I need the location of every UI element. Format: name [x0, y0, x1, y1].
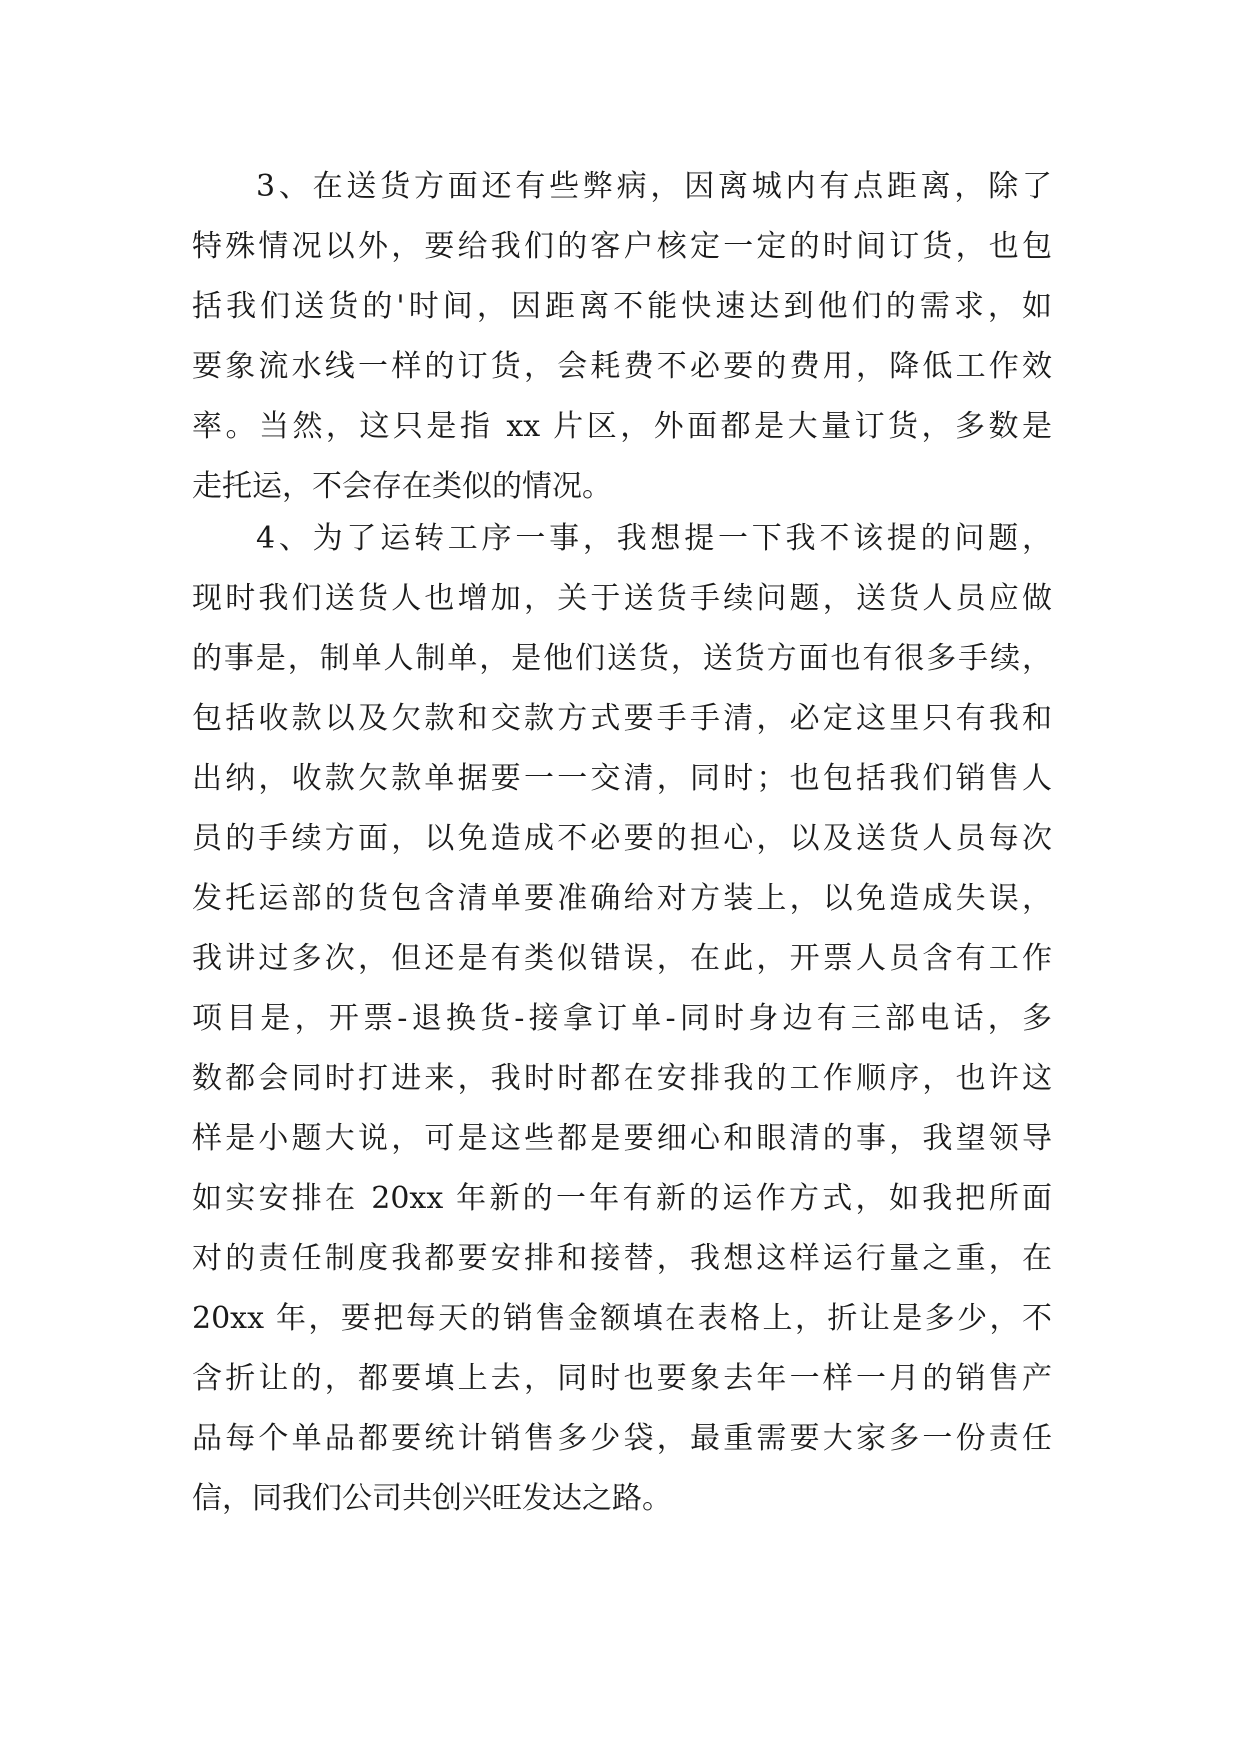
paragraph-line: 如实安排在 20xx 年新的一年有新的运作方式，如我把所面 — [192, 1181, 1052, 1216]
paragraph-line: 走托运，不会存在类似的情况。 — [192, 469, 612, 504]
paragraph-line: 的事是，制单人制单，是他们送货，送货方面也有很多手续， — [192, 641, 1052, 676]
paragraph-line: 信，同我们公司共创兴旺发达之路。 — [192, 1481, 672, 1516]
paragraph-line: 员的手续方面，以免造成不必要的担心，以及送货人员每次 — [192, 821, 1052, 856]
paragraph-line: 现时我们送货人也增加，关于送货手续问题，送货人员应做 — [192, 581, 1052, 616]
paragraph-line: 括我们送货的'时间，因距离不能快速达到他们的需求，如 — [192, 289, 1052, 324]
paragraph-line: 项目是，开票-退换货-接拿订单-同时身边有三部电话，多 — [192, 1001, 1052, 1036]
paragraph-line: 率。当然，这只是指 xx 片区，外面都是大量订货，多数是 — [192, 409, 1052, 444]
paragraph-line: 品每个单品都要统计销售多少袋，最重需要大家多一份责任 — [192, 1421, 1052, 1456]
paragraph-line: 对的责任制度我都要安排和接替，我想这样运行量之重，在 — [192, 1241, 1052, 1276]
paragraph-line: 出纳，收款欠款单据要一一交清，同时；也包括我们销售人 — [192, 761, 1052, 796]
paragraph-line: 4、为了运转工序一事，我想提一下我不该提的问题， — [256, 521, 1052, 556]
paragraph-4-workflow-issues — [192, 509, 1052, 1529]
paragraph-line: 20xx 年，要把每天的销售金额填在表格上，折让是多少，不 — [192, 1301, 1052, 1336]
paragraph-line: 发托运部的货包含清单要准确给对方装上，以免造成失误， — [192, 881, 1052, 916]
paragraph-line: 3、在送货方面还有些弊病，因离城内有点距离，除了 — [256, 169, 1052, 204]
paragraph-line: 特殊情况以外，要给我们的客户核定一定的时间订货，也包 — [192, 229, 1052, 264]
paragraph-line: 数都会同时打进来，我时时都在安排我的工作顺序，也许这 — [192, 1061, 1052, 1096]
paragraph-line: 含折让的，都要填上去，同时也要象去年一样一月的销售产 — [192, 1361, 1052, 1396]
paragraph-line: 包括收款以及欠款和交款方式要手手清，必定这里只有我和 — [192, 701, 1052, 736]
paragraph-3-delivery-issues — [192, 157, 1052, 517]
paragraph-line: 要象流水线一样的订货，会耗费不必要的费用，降低工作效 — [192, 349, 1052, 384]
paragraph-line: 样是小题大说，可是这些都是要细心和眼清的事，我望领导 — [192, 1121, 1052, 1156]
paragraph-line: 我讲过多次，但还是有类似错误，在此，开票人员含有工作 — [192, 941, 1052, 976]
